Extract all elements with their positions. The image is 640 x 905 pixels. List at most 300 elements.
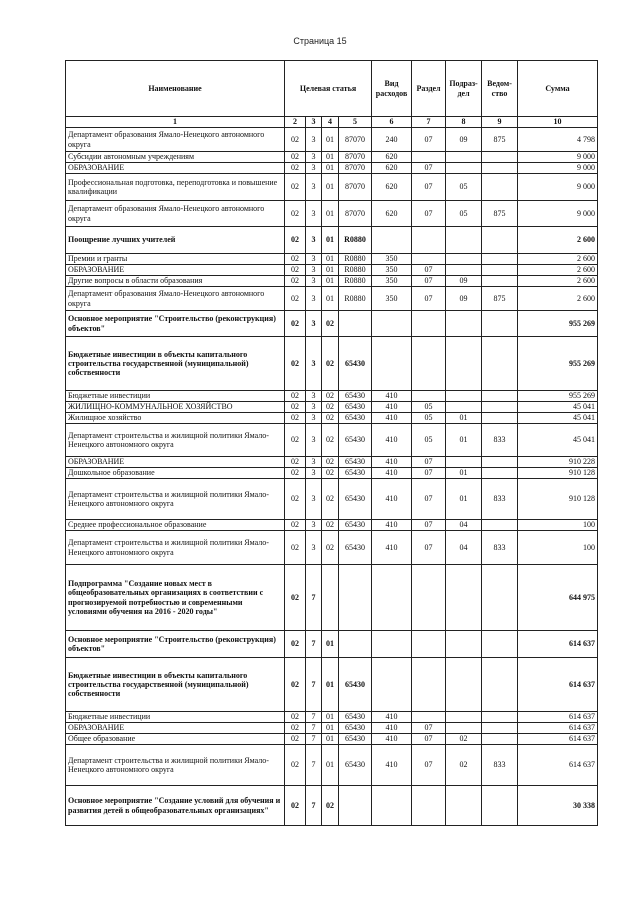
- target-code-direction: [339, 565, 372, 631]
- target-code-direction: [339, 786, 372, 826]
- row-name: ОБРАЗОВАНИЕ: [66, 723, 285, 734]
- amount-cell: 2 600: [518, 276, 598, 287]
- table-row: [66, 402, 598, 413]
- target-code-program: 02: [285, 413, 306, 424]
- expense-type-cell: [372, 658, 412, 712]
- target-code-program: 02: [285, 631, 306, 658]
- expense-type-cell: 350: [372, 254, 412, 265]
- department-cell: [482, 520, 518, 531]
- department-cell: [482, 658, 518, 712]
- department-cell: 833: [482, 424, 518, 457]
- subsection-cell: [446, 227, 482, 254]
- target-code-direction: R0880: [339, 227, 372, 254]
- target-code-subprogram: 3: [306, 468, 322, 479]
- row-name: Департамент образования Ямало-Ненецкого автономного округа: [66, 287, 285, 311]
- target-code-measure: 01: [322, 712, 339, 723]
- table-row: [66, 712, 598, 723]
- target-code-subprogram: 3: [306, 402, 322, 413]
- department-cell: 833: [482, 745, 518, 786]
- target-code-measure: 02: [322, 479, 339, 520]
- amount-cell: 910 128: [518, 468, 598, 479]
- row-name: Бюджетные инвестиции в объекты капитального строительства государственной (муниципальной) собственности: [66, 658, 285, 712]
- target-code-measure: 01: [322, 201, 339, 227]
- target-code-subprogram: 3: [306, 227, 322, 254]
- subsection-cell: 09: [446, 276, 482, 287]
- target-code-measure: 01: [322, 227, 339, 254]
- department-cell: [482, 734, 518, 745]
- target-code-subprogram: 7: [306, 786, 322, 826]
- expense-type-cell: 620: [372, 163, 412, 174]
- section-cell: 07: [412, 520, 446, 531]
- amount-cell: 910 228: [518, 457, 598, 468]
- target-code-subprogram: 3: [306, 424, 322, 457]
- department-cell: [482, 413, 518, 424]
- table-row: [66, 745, 598, 786]
- table-row: [66, 631, 598, 658]
- target-code-program: 02: [285, 479, 306, 520]
- target-code-direction: 87070: [339, 152, 372, 163]
- header-row: [66, 61, 598, 117]
- target-code-direction: [339, 311, 372, 337]
- expense-type-cell: [372, 227, 412, 254]
- row-name: Основное мероприятие "Строительство (реконструкция) объектов": [66, 311, 285, 337]
- row-name: Среднее профессиональное образование: [66, 520, 285, 531]
- target-code-subprogram: 3: [306, 254, 322, 265]
- row-name: ОБРАЗОВАНИЕ: [66, 457, 285, 468]
- amount-cell: 955 269: [518, 311, 598, 337]
- target-code-direction: 65430: [339, 337, 372, 391]
- target-code-program: 02: [285, 201, 306, 227]
- target-code-subprogram: 7: [306, 565, 322, 631]
- target-code-program: 02: [285, 786, 306, 826]
- amount-cell: 955 269: [518, 391, 598, 402]
- target-code-subprogram: 3: [306, 413, 322, 424]
- expense-type-cell: 620: [372, 201, 412, 227]
- table-row: [66, 276, 598, 287]
- target-code-program: 02: [285, 276, 306, 287]
- department-cell: [482, 337, 518, 391]
- expense-type-cell: 410: [372, 402, 412, 413]
- target-code-direction: 65430: [339, 457, 372, 468]
- amount-cell: 100: [518, 531, 598, 565]
- target-code-measure: 02: [322, 468, 339, 479]
- section-cell: 07: [412, 174, 446, 201]
- department-cell: 833: [482, 531, 518, 565]
- department-cell: [482, 276, 518, 287]
- department-cell: [482, 457, 518, 468]
- header-section: Раздел: [412, 61, 446, 117]
- target-code-direction: 87070: [339, 163, 372, 174]
- table-row: [66, 531, 598, 565]
- target-code-measure: 02: [322, 531, 339, 565]
- target-code-subprogram: 7: [306, 712, 322, 723]
- row-name: Департамент образования Ямало-Ненецкого автономного округа: [66, 128, 285, 152]
- target-code-subprogram: 3: [306, 163, 322, 174]
- expense-type-cell: [372, 565, 412, 631]
- table-row: [66, 413, 598, 424]
- table-row: [66, 163, 598, 174]
- department-cell: [482, 227, 518, 254]
- table-row: [66, 254, 598, 265]
- target-code-subprogram: 3: [306, 265, 322, 276]
- target-code-direction: 65430: [339, 531, 372, 565]
- row-name: ОБРАЗОВАНИЕ: [66, 265, 285, 276]
- section-cell: 07: [412, 163, 446, 174]
- section-cell: 05: [412, 413, 446, 424]
- subsection-cell: [446, 265, 482, 276]
- expense-type-cell: 620: [372, 174, 412, 201]
- row-name: Поощрение лучших учителей: [66, 227, 285, 254]
- row-name: Подпрограмма "Создание новых мест в общеобразовательных организациях в соответствии с прогнозируемой потребностью и современными условиями обучения на 2016 - 2020 годы": [66, 565, 285, 631]
- row-name: ЖИЛИЩНО-КОММУНАЛЬНОЕ ХОЗЯЙСТВО: [66, 402, 285, 413]
- page-number: Страница 15: [293, 36, 347, 46]
- target-code-program: 02: [285, 391, 306, 402]
- section-cell: 07: [412, 479, 446, 520]
- target-code-program: 02: [285, 531, 306, 565]
- target-code-direction: R0880: [339, 276, 372, 287]
- table-row: [66, 227, 598, 254]
- target-code-subprogram: 3: [306, 337, 322, 391]
- subsection-cell: 04: [446, 520, 482, 531]
- target-code-measure: 02: [322, 786, 339, 826]
- department-cell: [482, 468, 518, 479]
- department-cell: [482, 254, 518, 265]
- amount-cell: 9 000: [518, 163, 598, 174]
- department-cell: [482, 786, 518, 826]
- target-code-measure: 01: [322, 152, 339, 163]
- department-cell: [482, 402, 518, 413]
- header-target: Целевая статья: [285, 61, 372, 117]
- subsection-cell: [446, 565, 482, 631]
- table-row: [66, 468, 598, 479]
- department-cell: [482, 723, 518, 734]
- subsection-cell: 01: [446, 424, 482, 457]
- amount-cell: 614 637: [518, 745, 598, 786]
- department-cell: 875: [482, 287, 518, 311]
- target-code-measure: 01: [322, 254, 339, 265]
- department-cell: [482, 631, 518, 658]
- expense-type-cell: [372, 311, 412, 337]
- department-cell: 833: [482, 479, 518, 520]
- target-code-subprogram: 3: [306, 201, 322, 227]
- section-cell: 07: [412, 723, 446, 734]
- target-code-measure: 01: [322, 163, 339, 174]
- expense-type-cell: 350: [372, 276, 412, 287]
- section-cell: [412, 658, 446, 712]
- column-number: 10: [518, 117, 598, 128]
- target-code-subprogram: 7: [306, 745, 322, 786]
- expense-type-cell: 410: [372, 745, 412, 786]
- subsection-cell: 05: [446, 174, 482, 201]
- amount-cell: 614 637: [518, 658, 598, 712]
- target-code-direction: 65430: [339, 723, 372, 734]
- subsection-cell: [446, 786, 482, 826]
- table-row: [66, 311, 598, 337]
- amount-cell: 45 041: [518, 402, 598, 413]
- header-name: Наименование: [66, 61, 285, 117]
- section-cell: 05: [412, 424, 446, 457]
- expense-type-cell: 410: [372, 413, 412, 424]
- target-code-direction: 65430: [339, 402, 372, 413]
- table-row: [66, 479, 598, 520]
- target-code-program: 02: [285, 227, 306, 254]
- table-row: [66, 174, 598, 201]
- target-code-program: 02: [285, 565, 306, 631]
- target-code-measure: 02: [322, 402, 339, 413]
- subsection-cell: 09: [446, 287, 482, 311]
- target-code-direction: 65430: [339, 734, 372, 745]
- target-code-subprogram: 3: [306, 128, 322, 152]
- subsection-cell: 05: [446, 201, 482, 227]
- section-cell: [412, 712, 446, 723]
- row-name: ОБРАЗОВАНИЕ: [66, 163, 285, 174]
- subsection-cell: [446, 712, 482, 723]
- target-code-direction: R0880: [339, 265, 372, 276]
- amount-cell: 2 600: [518, 287, 598, 311]
- section-cell: 07: [412, 128, 446, 152]
- table-row: [66, 287, 598, 311]
- amount-cell: 644 975: [518, 565, 598, 631]
- expense-type-cell: 240: [372, 128, 412, 152]
- amount-cell: 45 041: [518, 424, 598, 457]
- expense-type-cell: 410: [372, 424, 412, 457]
- amount-cell: 100: [518, 520, 598, 531]
- column-number: 3: [306, 117, 322, 128]
- row-name: Общее образование: [66, 734, 285, 745]
- target-code-direction: 87070: [339, 201, 372, 227]
- section-cell: 05: [412, 402, 446, 413]
- subsection-cell: 01: [446, 468, 482, 479]
- section-cell: 07: [412, 201, 446, 227]
- department-cell: [482, 265, 518, 276]
- amount-cell: 2 600: [518, 265, 598, 276]
- expense-type-cell: 410: [372, 712, 412, 723]
- target-code-direction: 65430: [339, 413, 372, 424]
- department-cell: [482, 391, 518, 402]
- expense-type-cell: 410: [372, 468, 412, 479]
- expense-type-cell: 410: [372, 391, 412, 402]
- section-cell: 07: [412, 457, 446, 468]
- subsection-cell: [446, 254, 482, 265]
- target-code-subprogram: 3: [306, 520, 322, 531]
- table-row: [66, 565, 598, 631]
- amount-cell: 955 269: [518, 337, 598, 391]
- subsection-cell: [446, 723, 482, 734]
- subsection-cell: [446, 311, 482, 337]
- section-cell: [412, 786, 446, 826]
- section-cell: [412, 337, 446, 391]
- department-cell: [482, 174, 518, 201]
- subsection-cell: [446, 658, 482, 712]
- subsection-cell: 09: [446, 128, 482, 152]
- row-name: Департамент строительства и жилищной политики Ямало-Ненецкого автономного округа: [66, 745, 285, 786]
- table-row: [66, 391, 598, 402]
- expense-type-cell: 410: [372, 734, 412, 745]
- column-number: 9: [482, 117, 518, 128]
- section-cell: [412, 311, 446, 337]
- table-row: [66, 734, 598, 745]
- target-code-direction: 87070: [339, 174, 372, 201]
- section-cell: 07: [412, 531, 446, 565]
- subsection-cell: [446, 337, 482, 391]
- row-name: Другие вопросы в области образования: [66, 276, 285, 287]
- department-cell: [482, 712, 518, 723]
- expense-type-cell: 620: [372, 152, 412, 163]
- table-row: [66, 337, 598, 391]
- section-cell: 07: [412, 734, 446, 745]
- row-name: Бюджетные инвестиции: [66, 712, 285, 723]
- target-code-measure: 01: [322, 128, 339, 152]
- table-row: [66, 424, 598, 457]
- target-code-program: 02: [285, 520, 306, 531]
- target-code-measure: 01: [322, 287, 339, 311]
- section-cell: [412, 565, 446, 631]
- target-code-program: 02: [285, 658, 306, 712]
- target-code-measure: 02: [322, 413, 339, 424]
- subsection-cell: [446, 631, 482, 658]
- section-cell: 07: [412, 745, 446, 786]
- table-row: [66, 786, 598, 826]
- target-code-program: 02: [285, 287, 306, 311]
- expense-type-cell: 410: [372, 520, 412, 531]
- row-name: Основное мероприятие "Создание условий для обучения и развития детей в общеобразовательных организациях": [66, 786, 285, 826]
- subsection-cell: [446, 163, 482, 174]
- expense-type-cell: 410: [372, 479, 412, 520]
- target-code-subprogram: 7: [306, 631, 322, 658]
- row-name: Бюджетные инвестиции в объекты капитального строительства государственной (муниципальной) собственности: [66, 337, 285, 391]
- target-code-subprogram: 3: [306, 457, 322, 468]
- section-cell: 07: [412, 468, 446, 479]
- target-code-direction: 87070: [339, 128, 372, 152]
- row-name: Департамент строительства и жилищной политики Ямало-Ненецкого автономного округа: [66, 479, 285, 520]
- row-name: Профессиональная подготовка, переподготовка и повышение квалификации: [66, 174, 285, 201]
- section-cell: 07: [412, 276, 446, 287]
- column-number: 4: [322, 117, 339, 128]
- table-row: [66, 201, 598, 227]
- target-code-measure: 02: [322, 337, 339, 391]
- section-cell: [412, 391, 446, 402]
- target-code-measure: 02: [322, 311, 339, 337]
- target-code-subprogram: 7: [306, 723, 322, 734]
- section-cell: [412, 227, 446, 254]
- target-code-measure: 02: [322, 520, 339, 531]
- target-code-direction: R0880: [339, 287, 372, 311]
- target-code-direction: [339, 631, 372, 658]
- table-row: [66, 723, 598, 734]
- amount-cell: 45 041: [518, 413, 598, 424]
- target-code-subprogram: 3: [306, 287, 322, 311]
- target-code-program: 02: [285, 174, 306, 201]
- department-cell: [482, 311, 518, 337]
- target-code-subprogram: 7: [306, 658, 322, 712]
- target-code-direction: 65430: [339, 479, 372, 520]
- amount-cell: 910 128: [518, 479, 598, 520]
- target-code-program: 02: [285, 402, 306, 413]
- target-code-measure: 01: [322, 745, 339, 786]
- header-department: Ведом-ство: [482, 61, 518, 117]
- target-code-subprogram: 7: [306, 734, 322, 745]
- subsection-cell: [446, 402, 482, 413]
- target-code-direction: 65430: [339, 658, 372, 712]
- target-code-measure: 01: [322, 276, 339, 287]
- amount-cell: 30 338: [518, 786, 598, 826]
- expense-type-cell: 350: [372, 287, 412, 311]
- subsection-cell: [446, 152, 482, 163]
- amount-cell: 2 600: [518, 227, 598, 254]
- table-row: [66, 457, 598, 468]
- amount-cell: 4 798: [518, 128, 598, 152]
- target-code-program: 02: [285, 734, 306, 745]
- target-code-program: 02: [285, 468, 306, 479]
- column-number: 8: [446, 117, 482, 128]
- target-code-measure: 01: [322, 723, 339, 734]
- subsection-cell: [446, 391, 482, 402]
- department-cell: 875: [482, 201, 518, 227]
- target-code-direction: 65430: [339, 745, 372, 786]
- expense-type-cell: [372, 786, 412, 826]
- target-code-direction: 65430: [339, 468, 372, 479]
- table-row: [66, 152, 598, 163]
- target-code-program: 02: [285, 723, 306, 734]
- amount-cell: 2 600: [518, 254, 598, 265]
- expense-type-cell: 410: [372, 723, 412, 734]
- expense-type-cell: [372, 337, 412, 391]
- amount-cell: 9 000: [518, 201, 598, 227]
- target-code-measure: 01: [322, 631, 339, 658]
- row-name: Бюджетные инвестиции: [66, 391, 285, 402]
- target-code-measure: 01: [322, 174, 339, 201]
- subsection-cell: 02: [446, 734, 482, 745]
- expense-type-cell: 350: [372, 265, 412, 276]
- target-code-program: 02: [285, 337, 306, 391]
- row-name: Премии и гранты: [66, 254, 285, 265]
- section-cell: [412, 152, 446, 163]
- expense-type-cell: [372, 631, 412, 658]
- row-name: Департамент строительства и жилищной политики Ямало-Ненецкого автономного округа: [66, 531, 285, 565]
- target-code-subprogram: 3: [306, 311, 322, 337]
- amount-cell: 614 637: [518, 631, 598, 658]
- target-code-direction: 65430: [339, 520, 372, 531]
- target-code-program: 02: [285, 163, 306, 174]
- target-code-program: 02: [285, 128, 306, 152]
- target-code-measure: 02: [322, 457, 339, 468]
- department-cell: 875: [482, 128, 518, 152]
- amount-cell: 9 000: [518, 174, 598, 201]
- target-code-measure: [322, 565, 339, 631]
- row-name: Основное мероприятие "Строительство (реконструкция) объектов": [66, 631, 285, 658]
- target-code-subprogram: 3: [306, 531, 322, 565]
- target-code-direction: 65430: [339, 424, 372, 457]
- table-row: [66, 265, 598, 276]
- target-code-measure: 01: [322, 658, 339, 712]
- header-subsection: Подраз-дел: [446, 61, 482, 117]
- amount-cell: 614 637: [518, 712, 598, 723]
- target-code-program: 02: [285, 311, 306, 337]
- department-cell: [482, 152, 518, 163]
- target-code-program: 02: [285, 424, 306, 457]
- subsection-cell: 04: [446, 531, 482, 565]
- column-number: 1: [66, 117, 285, 128]
- row-name: Департамент строительства и жилищной политики Ямало-Ненецкого автономного округа: [66, 424, 285, 457]
- expense-type-cell: 410: [372, 457, 412, 468]
- target-code-program: 02: [285, 265, 306, 276]
- row-name: Департамент образования Ямало-Ненецкого автономного округа: [66, 201, 285, 227]
- target-code-measure: 01: [322, 265, 339, 276]
- target-code-subprogram: 3: [306, 276, 322, 287]
- row-name: Дошкольное образование: [66, 468, 285, 479]
- section-cell: [412, 631, 446, 658]
- amount-cell: 614 637: [518, 723, 598, 734]
